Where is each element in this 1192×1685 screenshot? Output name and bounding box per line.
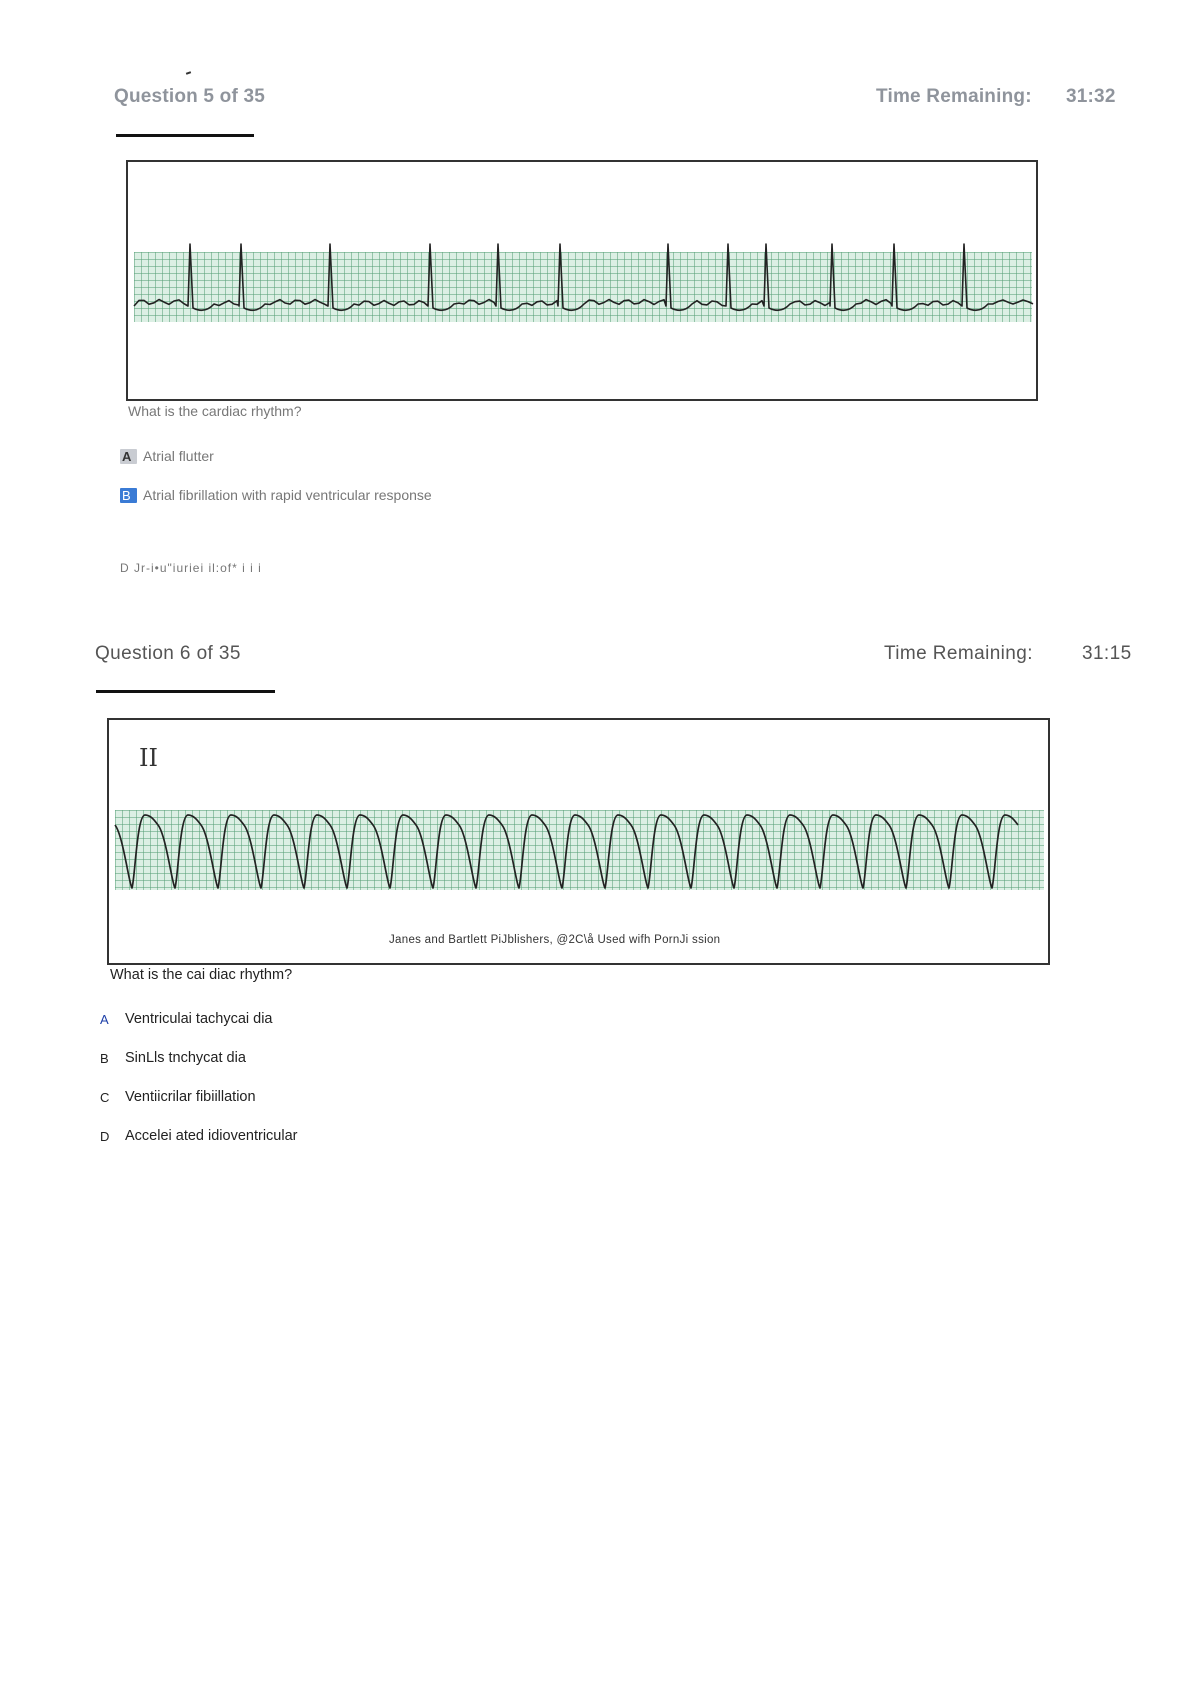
question-6-option-a[interactable] [100, 1011, 273, 1027]
option-letter: B [100, 1050, 109, 1066]
question-6-option-d[interactable] [100, 1128, 297, 1144]
question-5-ecg-frame [126, 160, 1038, 401]
stray-mark [186, 71, 191, 75]
question-5-time-label: Time Remaining: [876, 86, 1032, 107]
question-5-prompt: What is the cardiac rhythm? [128, 403, 302, 419]
option-letter: A [100, 1011, 109, 1027]
image-credit: Janes and Bartlett PiJblishers, @2C\å Used wifh PornJi ssion [389, 934, 721, 946]
option-letter-selected: B [120, 488, 137, 503]
question-5-option-b[interactable] [120, 487, 432, 503]
question-6-prompt: What is the cai diac rhythm? [110, 967, 293, 983]
option-text: Accelei ated idioventricular [125, 1128, 298, 1144]
question-5-time-value: 31:32 [1066, 86, 1116, 107]
option-text: Ventriculai tachycai dia [125, 1011, 273, 1027]
question-6-option-c[interactable] [100, 1089, 256, 1105]
option-letter: C [100, 1089, 110, 1105]
ecg-lead-label: II [139, 744, 158, 772]
option-text: Atrial fibrillation with rapid ventricular response [143, 487, 432, 503]
option-text: Atrial flutter [143, 448, 214, 464]
question-5-option-d-garbled[interactable]: D Jr-i•u"iuriei il:of* i i i [120, 561, 262, 575]
question-6-title: Question 6 of 35 [95, 643, 241, 664]
question-6-option-b[interactable] [100, 1050, 246, 1066]
option-text: SinLls tnchycat dia [125, 1050, 246, 1066]
question-6-ecg-frame [107, 718, 1050, 965]
question-6-title-underline [96, 690, 275, 693]
question-5-option-a[interactable] [120, 448, 214, 464]
question-6-time-label: Time Remaining: [884, 643, 1033, 664]
question-5-title: Question 5 of 35 [114, 86, 266, 107]
ecg-strip-wide-complex-icon [109, 720, 1048, 963]
option-text: Ventiicrilar fibiillation [125, 1089, 256, 1105]
option-letter: D [100, 1128, 110, 1144]
question-5-title-underline [116, 134, 254, 137]
option-letter: A [120, 449, 137, 464]
question-6-time-value: 31:15 [1082, 643, 1132, 664]
ecg-strip-irregular-icon [128, 162, 1036, 399]
